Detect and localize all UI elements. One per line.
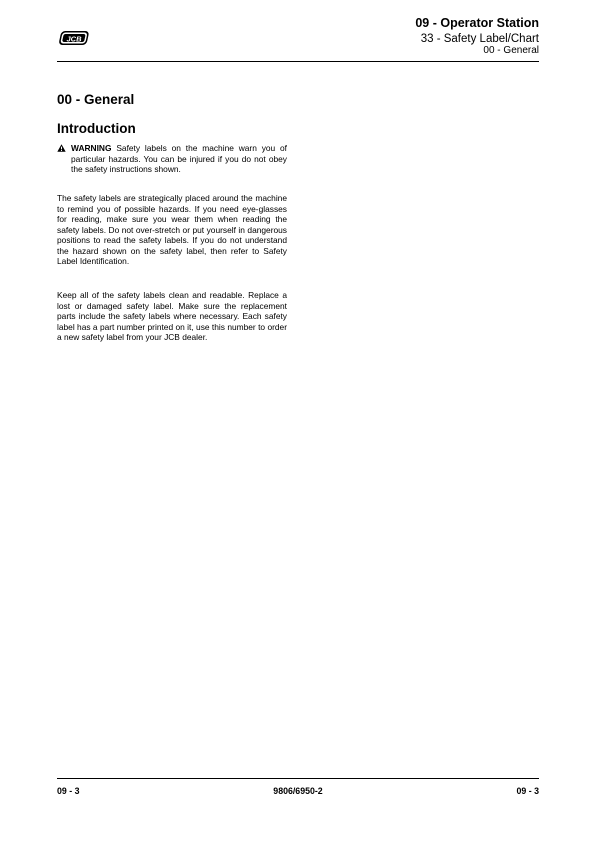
paragraph-label-placement: The safety labels are strategically placed around the machine to remind you of possible hazards. If you need eye-glasses for reading, make sure you wear them when reading the safety labels. Do not over-stretch or put yourself in dangerous positions to read the safety labels. If you do not understand the hazard shown on the safety label, then refer to Safety Label Identification.: [57, 193, 287, 266]
header-divider: [57, 61, 539, 62]
footer-divider: [57, 778, 539, 779]
warning-text-block: [71, 143, 287, 175]
logo-text: JCB: [66, 34, 82, 44]
footer-page-right: 09 - 3: [516, 786, 539, 796]
subsection-title-header: 00 - General: [483, 45, 539, 56]
chapter-title: 09 - Operator Station: [415, 16, 539, 30]
jcb-logo: [57, 28, 90, 48]
section-title-header: 33 - Safety Label/Chart: [420, 33, 539, 45]
footer-doc-number: 9806/6950-2: [273, 786, 323, 796]
footer-page-left: 09 - 3: [57, 786, 80, 796]
warning-triangle-icon: [57, 144, 66, 152]
paragraph-label-maintenance: Keep all of the safety labels clean and readable. Replace a lost or damaged safety label. Make sure the replacement parts include the safety labels where necessary. Each safety label has a part number printed on it, use this number to order a new safety label from your JCB dealer.: [57, 290, 287, 342]
section-heading: 00 - General: [57, 92, 135, 107]
introduction-heading: Introduction: [57, 121, 136, 136]
warning-message: Safety labels on the machine warn you of particular hazards. You can be injured if you do not obey the safety instructions shown.: [71, 143, 288, 174]
warning-label: WARNING: [71, 143, 112, 153]
